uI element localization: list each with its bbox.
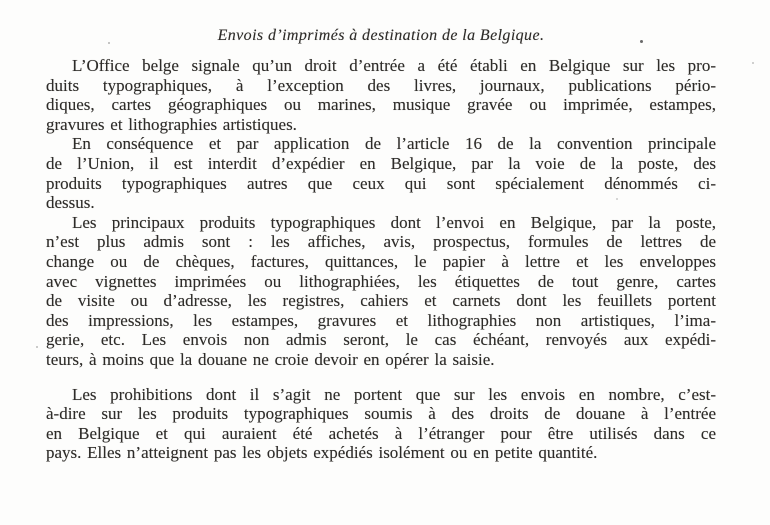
text-line: n’est plus admis sont : les affiches, avis, prospectus, formules de lettres de (46, 232, 716, 252)
paragraph (46, 213, 716, 370)
text-line: pays. Elles n’atteignent pas les objets expédiés isolément ou en petite quantité. (46, 443, 598, 463)
scan-speck (108, 42, 110, 44)
text-line: duits typographiques, à l’exception des livres, journaux, publications pério- (46, 75, 716, 95)
text-line: Les principaux produits typographiques dont l’envoi en Belgique, par la poste, (72, 212, 716, 232)
text-line: gerie, etc. Les envois non admis seront, le cas échéant, renvoyés aux expédi- (46, 330, 716, 350)
text-line: diques, cartes géographiques ou marines, musique gravée ou imprimée, estampes, (46, 95, 716, 115)
text-line: Les prohibitions dont il s’agit ne portent que sur les envois en nombre, c’est- (72, 384, 716, 404)
text-line: de visite ou d’adresse, les registres, cahiers et carnets dont les feuillets portent (46, 291, 716, 311)
text-line: produits typographiques autres que ceux qui sont spécialement dénommés ci- (46, 173, 716, 193)
paragraph (46, 385, 716, 463)
text-line: dessus. (46, 193, 95, 213)
text-line: En conséquence et par application de l’article 16 de la convention principale (72, 134, 716, 154)
text-line: à-dire sur les produits typographiques soumis à des droits de douane à l’entrée (46, 404, 716, 424)
text-line: de l’Union, il est interdit d’expédier en Belgique, par la voie de la poste, des (46, 153, 716, 173)
scan-speck (36, 346, 38, 348)
text-line: L’Office belge signale qu’un droit d’entrée a été établi en Belgique sur les pro- (72, 56, 716, 75)
document-title: Envois d’imprimés à destination de la Belgique. (217, 27, 545, 44)
paragraph (46, 134, 716, 212)
scan-speck (752, 62, 754, 64)
text-line: change ou de chèques, factures, quittances, le papier à lettre et les enveloppes (46, 251, 716, 271)
text-line: en Belgique et qui auraient été achetés à l’étranger pour être utilisés dans ce (46, 423, 716, 443)
text-line: des impressions, les estampes, gravures et lithographies non artistiques, l’ima- (46, 310, 716, 330)
text-line: teurs, à moins que la douane ne croie devoir en opérer la saisie. (46, 349, 495, 369)
document-body (46, 56, 716, 463)
text-line: gravures et lithographies artistiques. (46, 114, 297, 134)
scan-speck (640, 40, 643, 43)
text-line: avec vignettes imprimées ou lithographiées, les étiquettes de tout genre, cartes (46, 271, 716, 291)
paragraph (46, 56, 716, 134)
scan-speck (616, 198, 618, 200)
